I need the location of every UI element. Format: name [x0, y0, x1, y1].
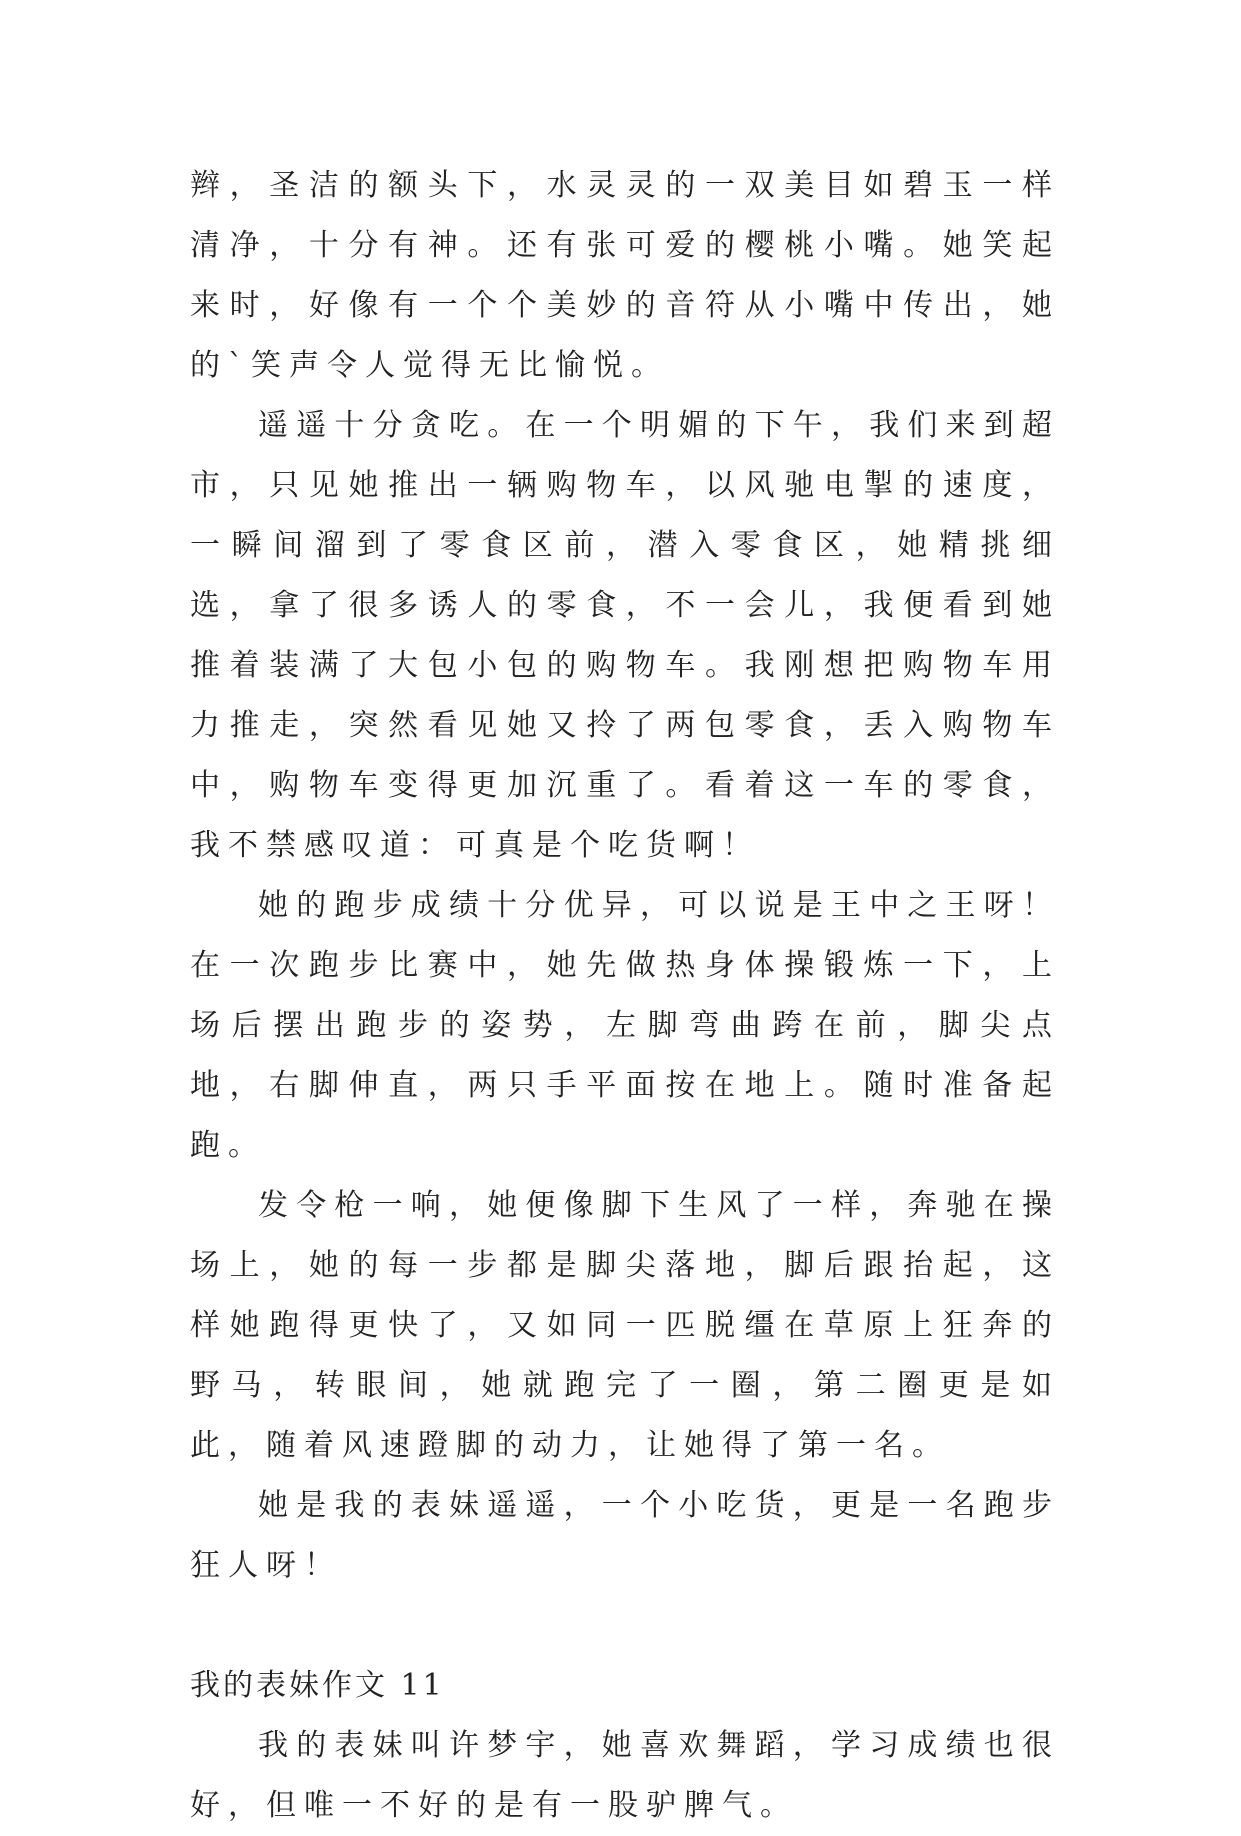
- paragraph-1: 辫，圣洁的额头下，水灵灵的一双美目如碧玉一样清净，十分有神。还有张可爱的樱桃小嘴。她笑起来时，好像有一个个美妙的音符从小嘴中传出，她的`笑声令人觉得无比愉悦。: [190, 168, 1060, 383]
- paragraph-3: 她的跑步成绩十分优异，可以说是王中之王呀！在一次跑步比赛中，她先做热身体操锻炼一下，上场后摆出跑步的姿势，左脚弯曲跨在前，脚尖点地，右脚伸直，两只手平面按在地上。随时准备起跑。: [190, 888, 1060, 1163]
- document-body: [190, 156, 1060, 1836]
- section-title: 我的表妹作文 11: [190, 1668, 445, 1703]
- section-gap: [190, 1596, 1060, 1656]
- paragraph-6: 我的表妹叫许梦宇，她喜欢舞蹈，学习成绩也很好，但唯一不好的是有一股驴脾气。: [190, 1728, 1060, 1823]
- paragraph-4: 发令枪一响，她便像脚下生风了一样，奔驰在操场上，她的每一步都是脚尖落地，脚后跟抬起，这样她跑得更快了，又如同一匹脱缰在草原上狂奔的野马，转眼间，她就跑完了一圈，第二圈更是如此，随着风速蹬脚的动力，让她得了第一名。: [190, 1188, 1060, 1463]
- paragraph-2: 遥遥十分贪吃。在一个明媚的下午，我们来到超市，只见她推出一辆购物车，以风驰电掣的速度，一瞬间溜到了零食区前，潜入零食区，她精挑细选，拿了很多诱人的零食，不一会儿，我便看到她推着装满了大包小包的购物车。我刚想把购物车用力推走，突然看见她又拎了两包零食，丢入购物车中，购物车变得更加沉重了。看着这一车的零食，我不禁感叹道：可真是个吃货啊！: [190, 408, 1060, 863]
- paragraph-5: 她是我的表妹遥遥，一个小吃货，更是一名跑步狂人呀！: [190, 1488, 1060, 1583]
